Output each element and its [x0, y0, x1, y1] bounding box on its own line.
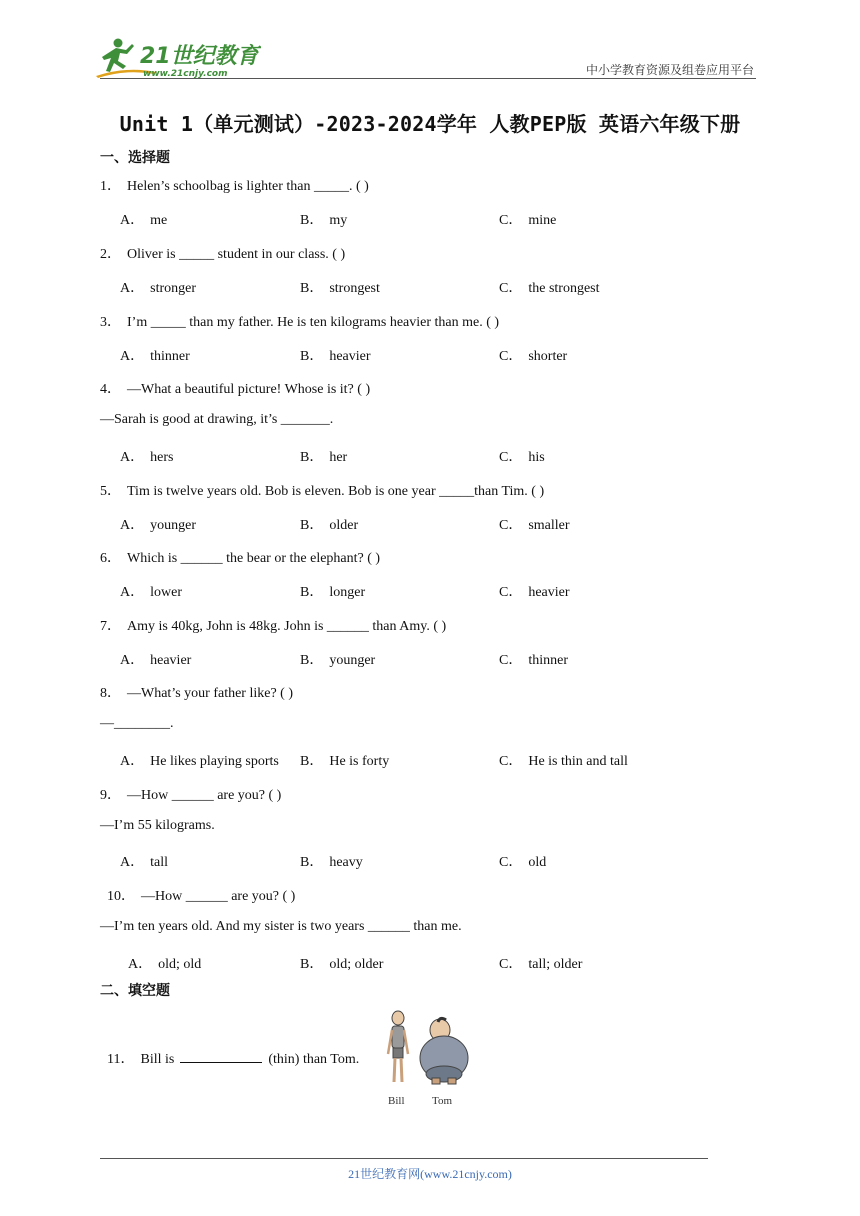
q9-option-b[interactable]: B． heavy — [300, 855, 363, 870]
question-8: 8． —What’s your father like? ( ) — [100, 686, 293, 701]
question-11: 11． Bill is (thin) than Tom. — [107, 1048, 359, 1068]
q10-option-a[interactable]: A． old; old — [128, 957, 202, 972]
question-4: 4． —What a beautiful picture! Whose is it? ( ) — [100, 382, 371, 397]
q3-option-c[interactable]: C． shorter — [499, 349, 568, 364]
q5-option-b[interactable]: B． older — [300, 518, 359, 533]
q8-option-b[interactable]: B． He is forty — [300, 754, 390, 769]
header-divider — [100, 78, 756, 79]
q1-option-c[interactable]: C． mine — [499, 213, 557, 228]
q11-blank[interactable] — [180, 1049, 262, 1063]
bill-tom-figure — [380, 1008, 480, 1112]
q5-option-c[interactable]: C． smaller — [499, 518, 570, 533]
page-title: Unit 1（单元测试）-2023-2024学年 人教PEP版 英语六年级下册 — [119, 112, 741, 136]
question-5: 5． Tim is twelve years old. Bob is eleven. Bob is one year _____than Tim. ( ) — [100, 484, 545, 499]
site-logo — [96, 36, 261, 80]
question-10-response: —I’m ten years old. And my sister is two years ______ than me. — [100, 919, 462, 934]
logo-text: 21世纪教育 — [140, 44, 259, 69]
bill-illustration — [388, 1011, 408, 1082]
q3-option-b[interactable]: B． heavier — [300, 349, 371, 364]
q6-option-c[interactable]: C． heavier — [499, 585, 570, 600]
q8-option-a[interactable]: A． He likes playing sports — [120, 754, 279, 769]
q9-option-a[interactable]: A． tall — [120, 855, 169, 870]
q5-option-a[interactable]: A． younger — [120, 518, 197, 533]
q2-option-c[interactable]: C． the strongest — [499, 281, 600, 296]
section-fill-heading: 二、填空题 — [100, 984, 170, 999]
q6-option-b[interactable]: B． longer — [300, 585, 366, 600]
platform-name: 中小学教育资源及组卷应用平台 — [585, 63, 754, 77]
q7-option-a[interactable]: A． heavier — [120, 653, 192, 668]
question-7: 7． Amy is 40kg, John is 48kg. John is ______ than Amy. ( ) — [100, 619, 447, 634]
question-10: 10． —How ______ are you? ( ) — [107, 889, 296, 904]
q3-option-a[interactable]: A． thinner — [120, 349, 190, 364]
q9-option-c[interactable]: C． old — [499, 855, 547, 870]
question-3: 3． I’m _____ than my father. He is ten kilograms heavier than me. ( ) — [100, 315, 500, 330]
q2-option-a[interactable]: A． stronger — [120, 281, 197, 296]
question-2: 2． Oliver is _____ student in our class. ( ) — [100, 247, 346, 262]
q10-option-b[interactable]: B． old; older — [300, 957, 384, 972]
bill-label: Bill — [388, 1095, 405, 1107]
question-9-response: —I’m 55 kilograms. — [100, 818, 215, 833]
section-choice-heading: 一、选择题 — [100, 151, 170, 166]
footer-divider — [100, 1158, 708, 1159]
q7-option-b[interactable]: B． younger — [300, 653, 376, 668]
tom-illustration — [420, 1018, 468, 1084]
q8-option-c[interactable]: C． He is thin and tall — [499, 754, 628, 769]
q2-option-b[interactable]: B． strongest — [300, 281, 380, 296]
q10-option-c[interactable]: C． tall; older — [499, 957, 583, 972]
q6-option-a[interactable]: A． lower — [120, 585, 183, 600]
q1-option-b[interactable]: B． my — [300, 213, 348, 228]
tom-label: Tom — [432, 1095, 453, 1107]
q7-option-c[interactable]: C． thinner — [499, 653, 568, 668]
q4-option-b[interactable]: B． her — [300, 450, 348, 465]
question-9: 9． —How ______ are you? ( ) — [100, 788, 282, 803]
q4-option-a[interactable]: A． hers — [120, 450, 174, 465]
question-1: 1． Helen’s schoolbag is lighter than _____. ( ) — [100, 179, 369, 194]
question-4-response: —Sarah is good at drawing, it’s _______. — [100, 412, 334, 427]
q4-option-c[interactable]: C． his — [499, 450, 545, 465]
question-8-response: —________. — [100, 716, 174, 731]
footer-site[interactable]: 21世纪教育网(www.21cnjy.com) — [348, 1167, 512, 1181]
logo-url: www.21cnjy.com — [143, 69, 228, 79]
q1-option-a[interactable]: A． me — [120, 213, 168, 228]
question-6: 6． Which is ______ the bear or the elephant? ( ) — [100, 551, 381, 566]
